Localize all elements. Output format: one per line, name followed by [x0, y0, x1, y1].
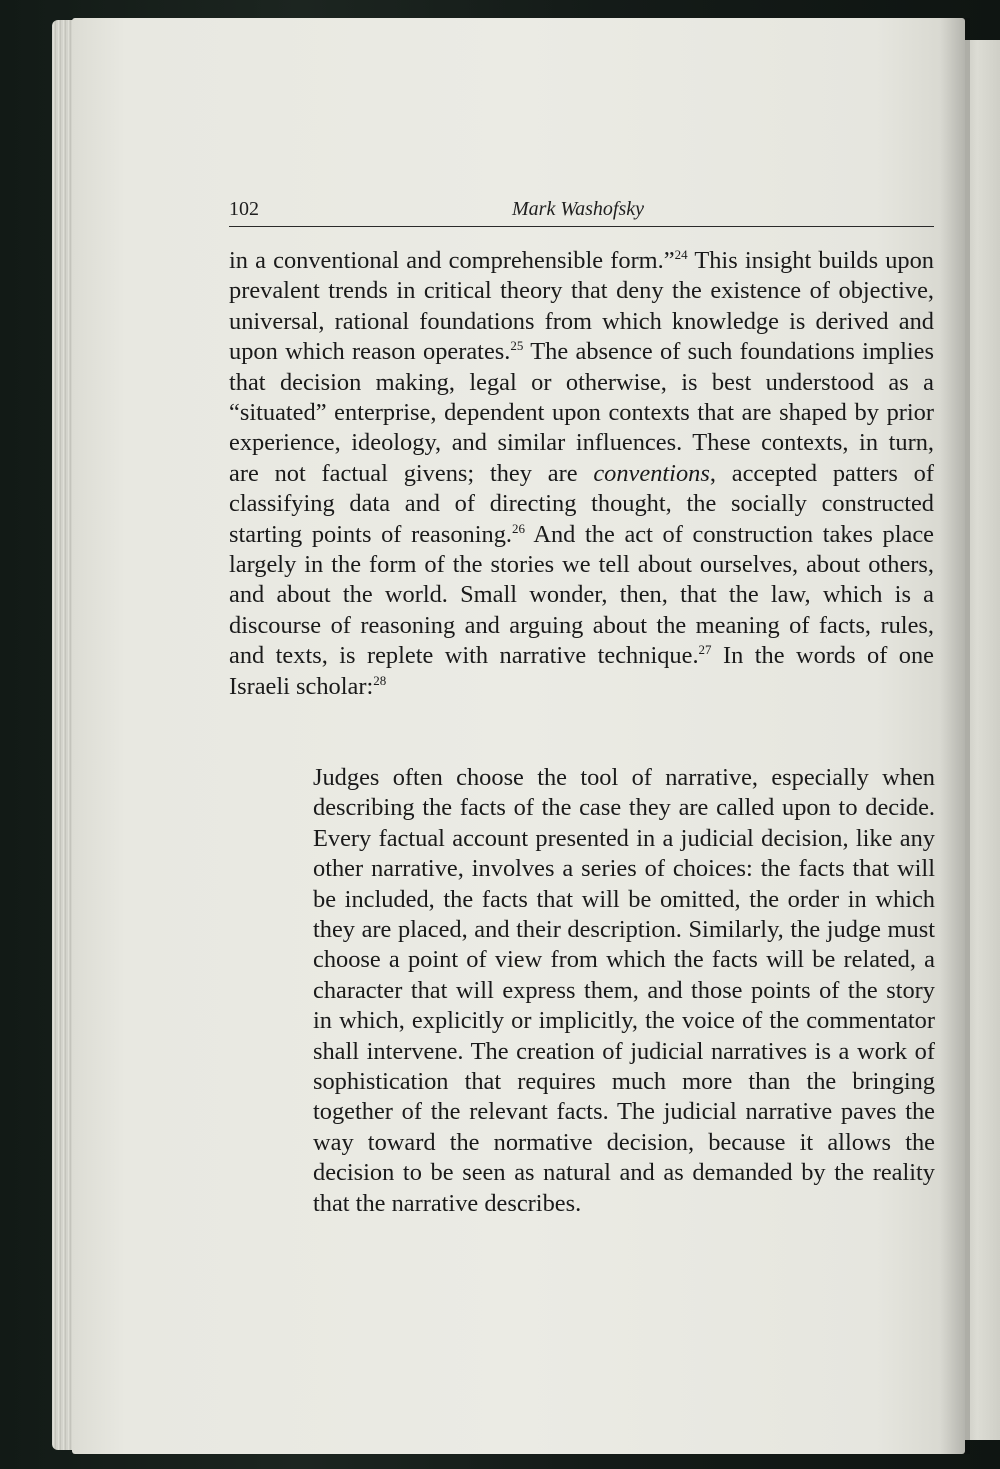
text-run: And the act of construction takes place largely in the form of the stories we tell about ourselves, about others, and about the world. Small wonder, then, that the law, which is a discourse of reasoning and arguing about the meaning of facts, rules, and texts, is replete with narrative technique.	[229, 520, 934, 670]
text-run: This insight builds upon prevalent trends in critical theory that deny the existence of objective, universal, rational foundations from which knowledge is derived and upon which reason operates.	[229, 247, 935, 366]
block-quote: Judges often choose the tool of narrative, especially when describing the facts of the case they are called upon to decide. Every factual account presented in a judicial decision, like any other narrative, involves a series of choices: the facts that will be included, the facts that will be omitted, the order in which they are placed, and their description. Similarly, the judge must choose a point of view from which the facts will be related, a character that will express them, and those points of the story in which, explicitly or implicitly, the voice of the commentator shall intervene. The creation of judicial narratives is a work of sophistication that requires much more than the bringing together of the relevant facts. The judicial narrative paves the way toward the normative decision, because it allows the decision to be seen as natural and as demanded by the reality that the narrative describes.	[313, 764, 935, 1217]
author-name: Mark Washofsky	[512, 198, 645, 220]
footnote-ref-27: 27	[698, 642, 712, 658]
footnote-ref-24: 24	[674, 246, 688, 262]
footnote-ref-28: 28	[373, 672, 387, 688]
text-run: , accepted patters of classifying data and of directing thought, the socially constructed starting points of reasoning.	[229, 459, 934, 548]
page-number: 102	[229, 198, 259, 220]
text-run: In the words of one Israeli scholar:	[229, 642, 934, 700]
footnote-ref-26: 26	[512, 520, 526, 536]
book-page	[72, 18, 965, 1454]
emphasized-word: conventions	[593, 459, 710, 487]
gutter-shadow	[940, 18, 970, 1454]
running-header	[229, 196, 934, 227]
footnote-ref-25: 25	[510, 338, 524, 354]
text-run: in a conventional and comprehensible form.”	[229, 247, 675, 274]
text-run: The absence of such foundations implies that decision making, legal or otherwise, is best understood as a “situated” enterprise, dependent upon contexts that are shaped by prior experience, ideology, and similar influences. These contexts, in turn, are not factual givens; they are	[229, 338, 934, 487]
main-paragraph	[229, 246, 934, 702]
